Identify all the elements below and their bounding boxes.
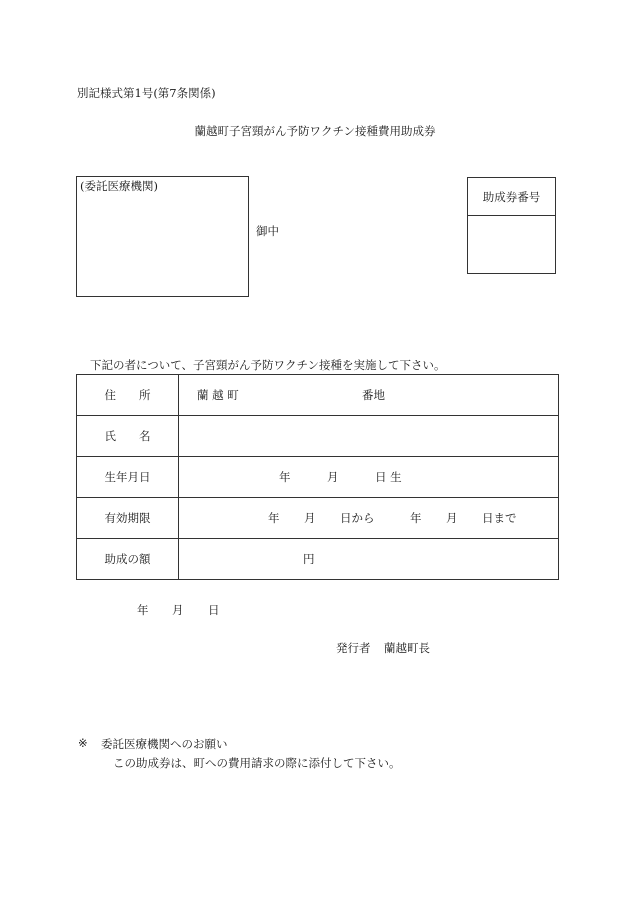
birth-year-suffix: 年 <box>279 470 291 484</box>
amount-yen-suffix: 円 <box>303 552 315 566</box>
validity-to-day: 日まで <box>482 511 517 525</box>
validity-from-day: 日から <box>340 511 375 525</box>
validity-to-year: 年 <box>410 511 422 525</box>
validity-to-month: 月 <box>446 511 458 525</box>
address-label: 住 所 <box>77 375 179 416</box>
name-label: 氏 名 <box>77 416 179 457</box>
amount-value <box>179 539 559 580</box>
address-town: 蘭 越 町 <box>197 388 239 402</box>
table-row-address <box>77 375 559 416</box>
birthdate-label: 生年月日 <box>77 457 179 498</box>
amount-label: 助成の額 <box>77 539 179 580</box>
note-text: この助成券は、町への費用請求の際に添付して下さい。 <box>113 756 401 770</box>
form-identifier: 別記様式第1号(第7条関係) <box>77 86 216 100</box>
document-title: 蘭越町子宮頸がん予防ワクチン接種費用助成券 <box>194 124 436 138</box>
validity-label: 有効期限 <box>77 498 179 539</box>
birth-day-suffix: 日 生 <box>375 470 402 484</box>
issue-date-month: 月 <box>172 603 184 617</box>
validity-value <box>179 498 559 539</box>
table-row-amount <box>77 539 559 580</box>
note-mark: ※ <box>78 736 88 750</box>
clinic-label: (委託医療機関) <box>80 179 158 193</box>
validity-from-month: 月 <box>304 511 316 525</box>
issue-date-year: 年 <box>137 603 149 617</box>
request-text: 下記の者について、子宮頸がん予防ワクチン接種を実施して下さい。 <box>90 358 446 372</box>
issue-date-day: 日 <box>208 603 220 617</box>
birth-month-suffix: 月 <box>327 470 339 484</box>
address-value <box>179 375 559 416</box>
note-title: 委託医療機関へのお願い <box>101 737 228 751</box>
voucher-number-box <box>467 177 556 274</box>
address-banchi: 番地 <box>362 388 385 402</box>
recipient-table <box>76 374 559 580</box>
table-row-validity <box>77 498 559 539</box>
onchu-label: 御中 <box>256 224 279 238</box>
issuer-name: 蘭越町長 <box>384 641 430 655</box>
voucher-number-label: 助成券番号 <box>468 178 555 216</box>
clinic-box <box>76 176 249 297</box>
validity-from-year: 年 <box>268 511 280 525</box>
table-row-birthdate <box>77 457 559 498</box>
birthdate-value <box>179 457 559 498</box>
table-row-name <box>77 416 559 457</box>
issuer-role: 発行者 <box>336 641 371 655</box>
name-value <box>179 416 559 457</box>
